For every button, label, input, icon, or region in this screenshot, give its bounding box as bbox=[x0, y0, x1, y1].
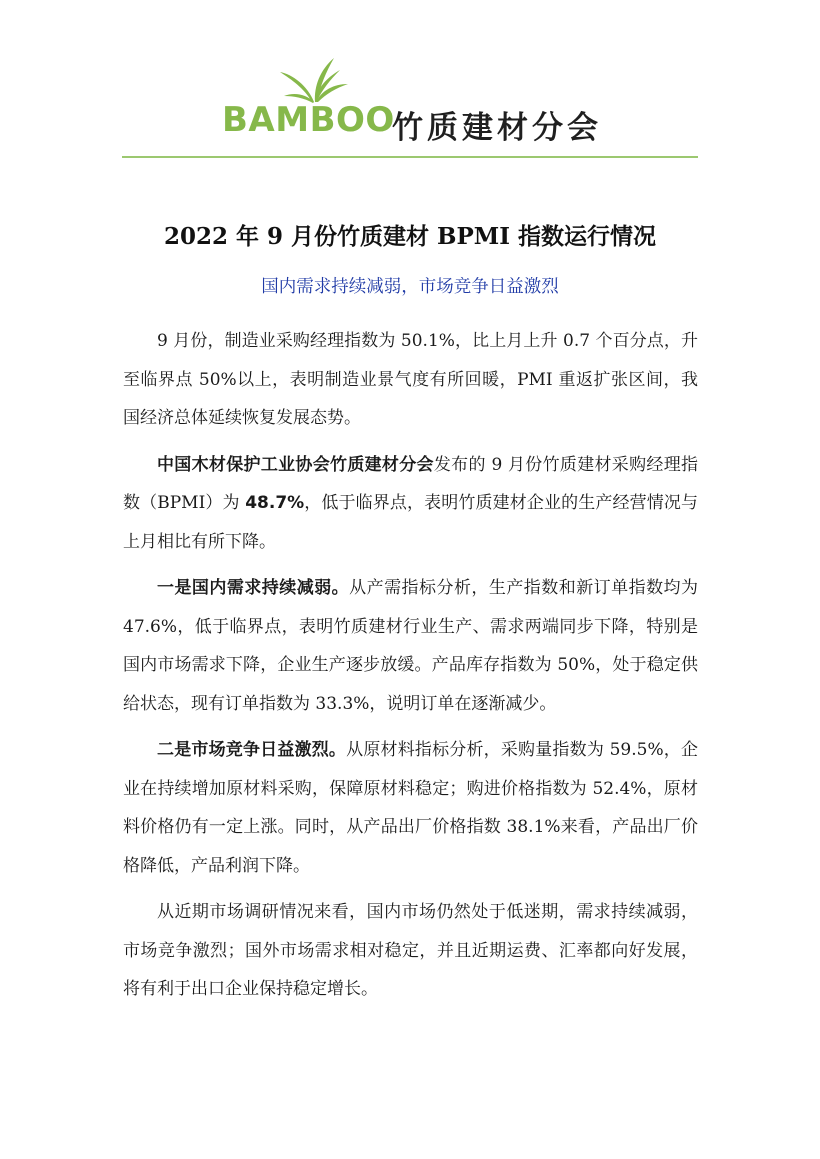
paragraph-bpmi bbox=[123, 446, 698, 562]
demand-heading: 一是国内需求持续减弱。 bbox=[157, 578, 350, 598]
demand-text: 从产需指标分析，生产指数和新订单指数均为 47.6%，低于临界点，表明竹质建材行业生产、需求两端同步下降，特别是国内市场需求下降，企业生产逐步放缓。产品库存指数为 50%，处于稳定供给状态，现有订单指数为 33.3%，说明订单在逐渐减少。 bbox=[123, 578, 699, 714]
bpmi-text-tail: ，低于临界点，表明竹质建材企业的生产经营情况与上月相比有所下降。 bbox=[123, 493, 698, 552]
logo-wordmark: BAMBOO bbox=[222, 100, 395, 140]
document-title: 2022 年 9 月份竹质建材 BPMI 指数运行情况 bbox=[163, 223, 656, 250]
association-name: 中国木材保护工业协会竹质建材分会 bbox=[157, 454, 434, 475]
bpmi-text: 发布的 9 月份竹质建材采购经理指数（BPMI）为 bbox=[123, 454, 699, 513]
bamboo-logo bbox=[222, 52, 602, 152]
logo-chinese-name: 竹质建材分会 bbox=[392, 110, 602, 146]
competition-heading: 二是市场竞争日益激烈。 bbox=[157, 740, 347, 760]
paragraph-outlook: 从近期市场调研情况来看，国内市场仍然处于低迷期，需求持续减弱，市场竞争激烈；国外市场需求相对稳定，并且近期运费、汇率都向好发展，将有利于出口企业保持稳定增长。 bbox=[123, 902, 698, 999]
bamboo-leaf-icon bbox=[278, 56, 350, 104]
competition-text: 从原材料指标分析，采购量指数为 59.5%，企业在持续增加原材料采购，保障原材料稳定；购进价格指数为 52.4%，原材料价格仍有一定上涨。同时，从产品出厂价格指数 38.1%来看，产品出厂价格降低，产品利润下降。 bbox=[123, 740, 698, 876]
paragraph-competition bbox=[123, 731, 698, 885]
paragraph-demand bbox=[123, 569, 698, 723]
header-divider bbox=[122, 156, 698, 158]
paragraph-pmi: 9 月份，制造业采购经理指数为 50.1%，比上月上升 0.7 个百分点，升至临界点 50%以上，表明制造业景气度有所回暖，PMI 重返扩张区间，我国经济总体延续恢复发展态势。 bbox=[123, 331, 698, 428]
bpmi-value: 48.7% bbox=[245, 493, 305, 513]
document-subtitle: 国内需求持续减弱，市场竞争日益激烈 bbox=[261, 277, 559, 297]
document-body bbox=[123, 322, 698, 1017]
